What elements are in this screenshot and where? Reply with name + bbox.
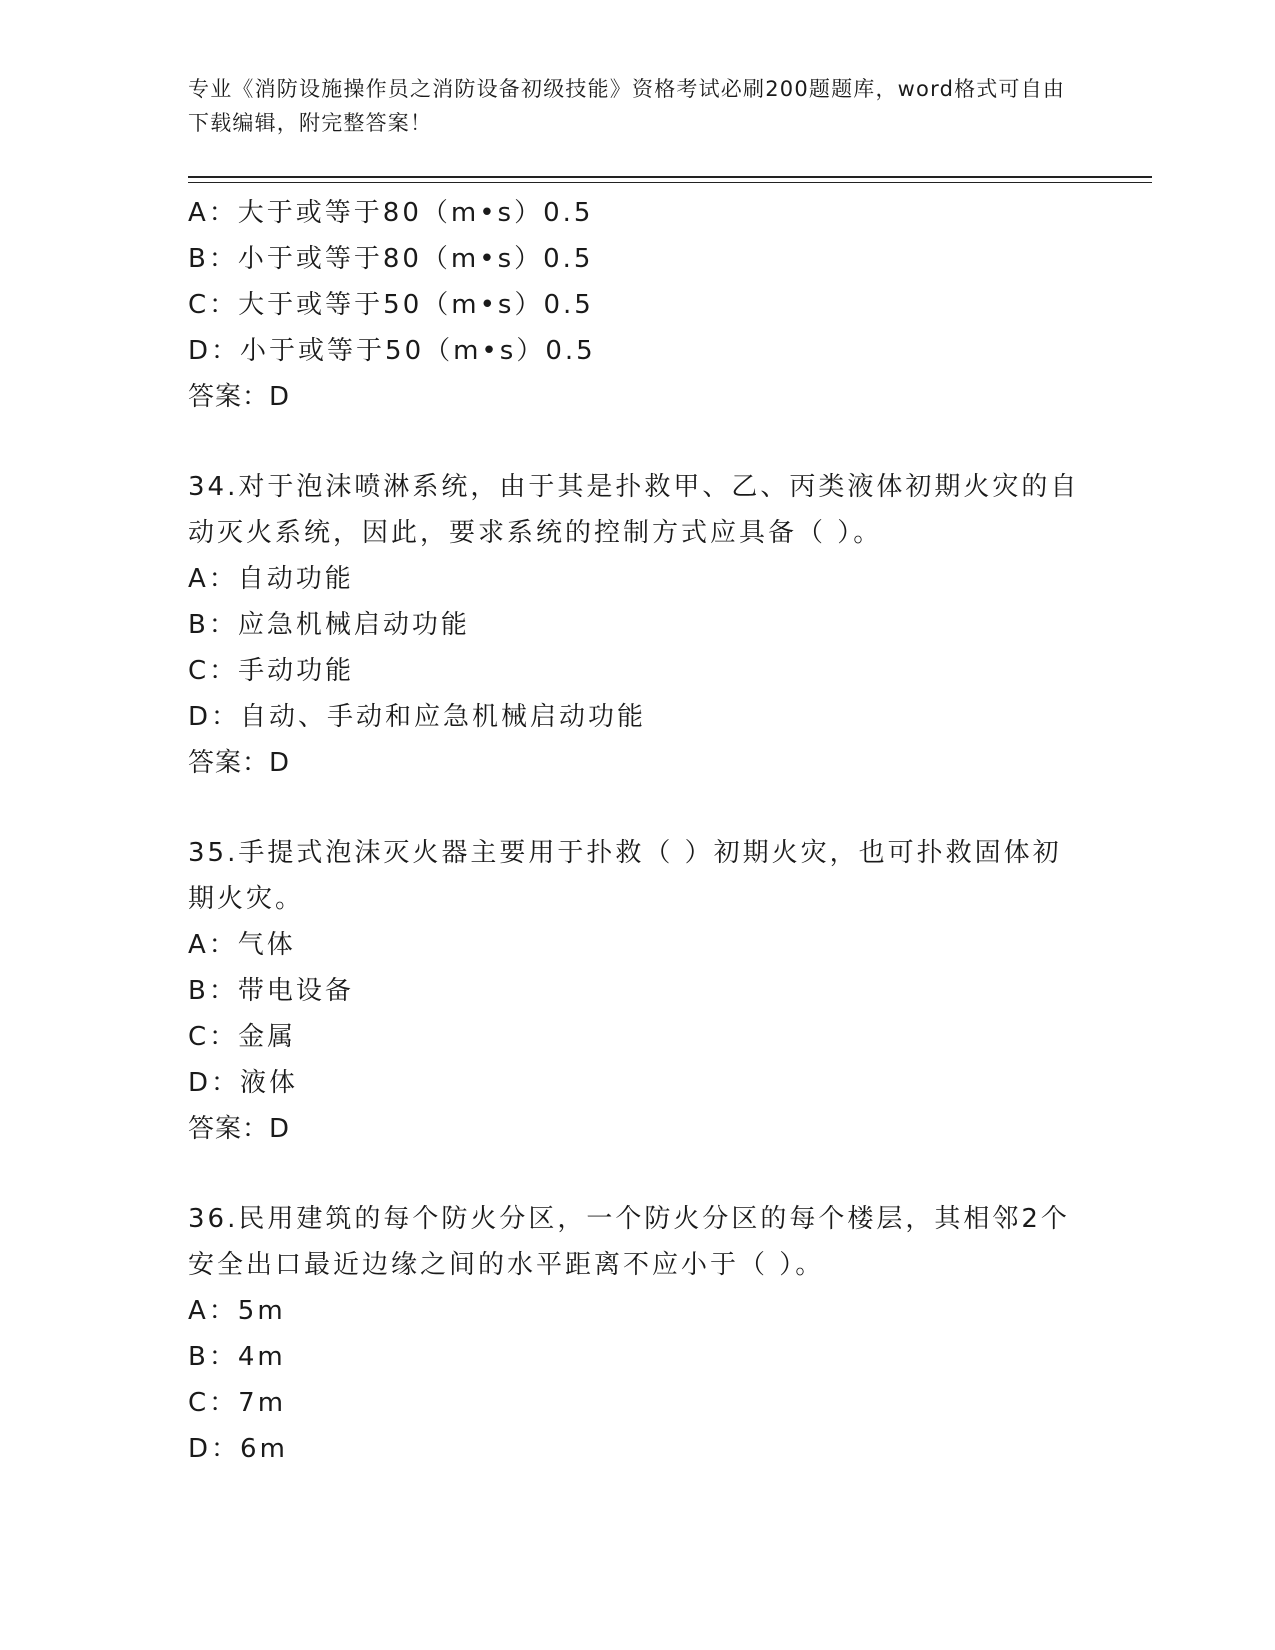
option-d: D：自动、手动和应急机械启动功能 bbox=[188, 702, 647, 732]
question-text-line2: 动灭火系统，因此，要求系统的控制方式应具备（ ）。 bbox=[188, 518, 883, 548]
option-b: B：4m bbox=[188, 1342, 286, 1372]
option-a: A：大于或等于80（m•s）0.5 bbox=[188, 198, 594, 228]
header-divider-thick bbox=[188, 176, 1152, 178]
question-36 bbox=[188, 1196, 1088, 1472]
question-text-line2: 安全出口最近边缘之间的水平距离不应小于（ ）。 bbox=[188, 1250, 825, 1280]
option-c: C：7m bbox=[188, 1388, 287, 1418]
option-a: A：气体 bbox=[188, 930, 296, 960]
option-d: D：小于或等于50（m•s）0.5 bbox=[188, 336, 596, 366]
option-d: D：6m bbox=[188, 1434, 288, 1464]
option-d: D：液体 bbox=[188, 1068, 299, 1098]
question-33-continued bbox=[188, 190, 1088, 420]
question-35 bbox=[188, 830, 1088, 1152]
document-body bbox=[188, 190, 1088, 1472]
option-b: B：带电设备 bbox=[188, 976, 354, 1006]
option-c: C：大于或等于50（m•s）0.5 bbox=[188, 290, 594, 320]
question-34 bbox=[188, 464, 1088, 786]
option-b: B：小于或等于80（m•s）0.5 bbox=[188, 244, 594, 274]
question-text-line2: 期火灾。 bbox=[188, 884, 305, 914]
option-a: A：自动功能 bbox=[188, 564, 354, 594]
document-header: 专业《消防设施操作员之消防设备初级技能》资格考试必刷200题题库，word格式可自由下载编辑，附完整答案！ bbox=[188, 77, 1066, 135]
question-text-line1: 35.手提式泡沫灭火器主要用于扑救（ ）初期火灾，也可扑救固体初 bbox=[188, 838, 1062, 868]
header-divider-thin bbox=[188, 182, 1152, 183]
question-text-line1: 36.民用建筑的每个防火分区，一个防火分区的每个楼层，其相邻2个 bbox=[188, 1204, 1070, 1234]
option-b: B：应急机械启动功能 bbox=[188, 610, 470, 640]
answer: 答案：D bbox=[188, 382, 291, 412]
question-text-line1: 34.对于泡沫喷淋系统，由于其是扑救甲、乙、丙类液体初期火灾的自 bbox=[188, 472, 1080, 502]
answer: 答案：D bbox=[188, 1114, 291, 1144]
option-a: A：5m bbox=[188, 1296, 286, 1326]
answer: 答案：D bbox=[188, 748, 291, 778]
option-c: C：金属 bbox=[188, 1022, 297, 1052]
option-c: C：手动功能 bbox=[188, 656, 355, 686]
